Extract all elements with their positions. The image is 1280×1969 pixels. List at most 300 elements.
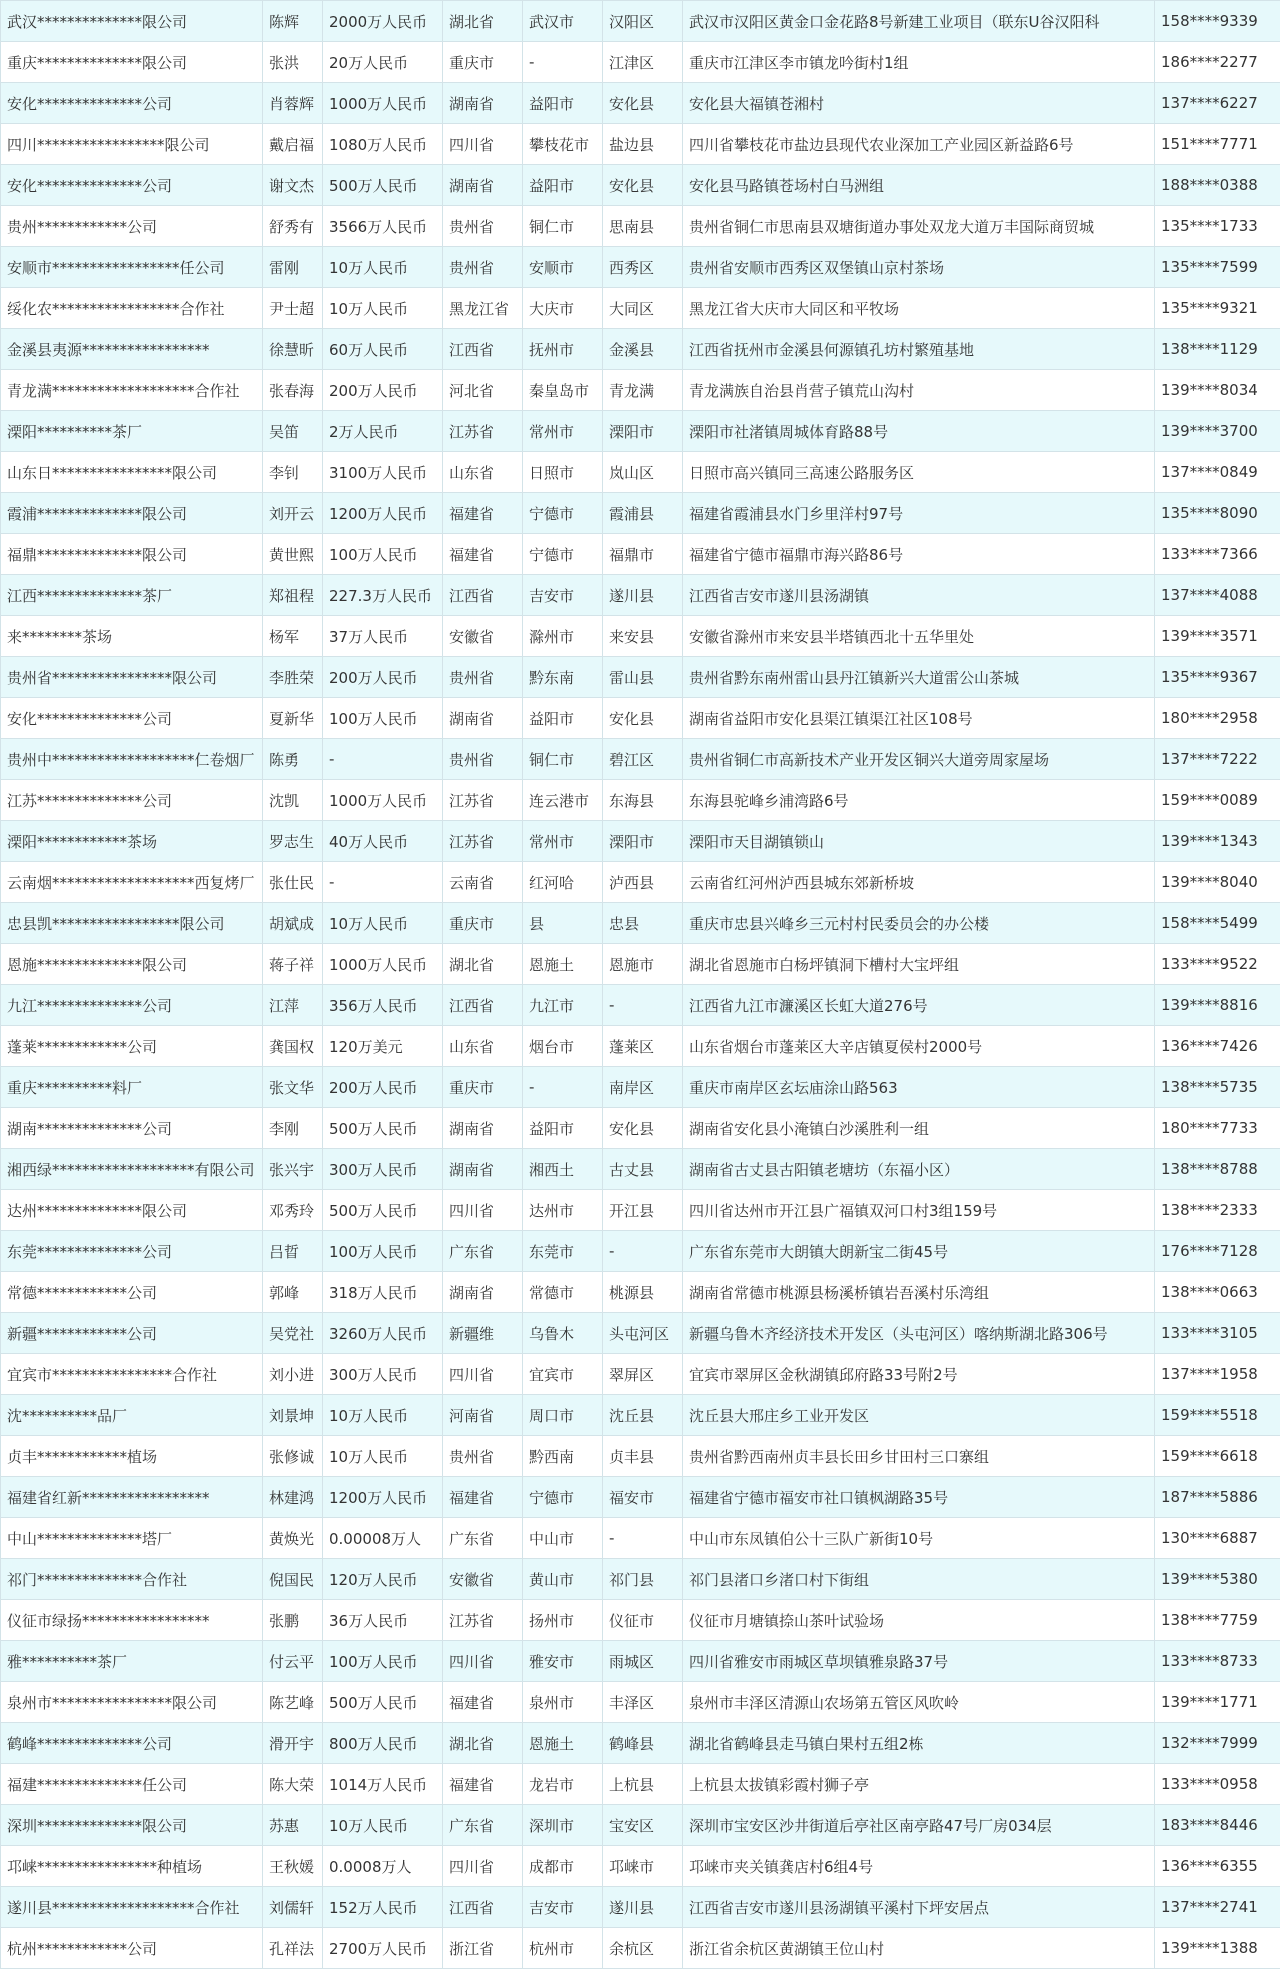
legal-person-cell: 郑祖程 — [263, 575, 323, 616]
address-cell: 江西省吉安市遂川县汤湖镇平溪村下坪安居点 — [683, 1887, 1155, 1928]
registered-capital-cell: 3566万人民币 — [323, 206, 443, 247]
registered-capital-cell: 500万人民币 — [323, 1682, 443, 1723]
district-cell: 霞浦县 — [603, 493, 683, 534]
city-cell: 益阳市 — [523, 165, 603, 206]
legal-person-cell: 肖蓉辉 — [263, 83, 323, 124]
registered-capital-cell: - — [323, 739, 443, 780]
address-cell: 仪征市月塘镇捺山茶叶试验场 — [683, 1600, 1155, 1641]
province-cell: 湖北省 — [443, 944, 523, 985]
table-row — [1, 1559, 1280, 1600]
city-cell: 宁德市 — [523, 493, 603, 534]
city-cell: 九江市 — [523, 985, 603, 1026]
district-cell: 鹤峰县 — [603, 1723, 683, 1764]
legal-person-cell: 张文华 — [263, 1067, 323, 1108]
phone-cell: 137****7222 — [1155, 739, 1280, 780]
district-cell: 古丈县 — [603, 1149, 683, 1190]
table-row — [1, 1477, 1280, 1518]
table-row — [1, 1928, 1280, 1969]
address-cell: 安化县大福镇苍湘村 — [683, 83, 1155, 124]
district-cell: 余杭区 — [603, 1928, 683, 1969]
province-cell: 山东省 — [443, 1026, 523, 1067]
province-cell: 江西省 — [443, 1887, 523, 1928]
phone-cell: 133****3105 — [1155, 1313, 1280, 1354]
table-row — [1, 1518, 1280, 1559]
company-name-cell: 霞浦**************限公司 — [1, 493, 263, 534]
district-cell: 祁门县 — [603, 1559, 683, 1600]
company-name-cell: 恩施**************限公司 — [1, 944, 263, 985]
district-cell: 盐边县 — [603, 124, 683, 165]
table-row — [1, 42, 1280, 83]
registered-capital-cell: 0.00008万人 — [323, 1518, 443, 1559]
registered-capital-cell: 1200万人民币 — [323, 493, 443, 534]
phone-cell: 151****7771 — [1155, 124, 1280, 165]
registered-capital-cell: 800万人民币 — [323, 1723, 443, 1764]
province-cell: 湖北省 — [443, 1723, 523, 1764]
city-cell: 益阳市 — [523, 1108, 603, 1149]
city-cell: 湘西土 — [523, 1149, 603, 1190]
phone-cell: 135****9321 — [1155, 288, 1280, 329]
company-name-cell: 贵州************公司 — [1, 206, 263, 247]
table-row — [1, 1887, 1280, 1928]
legal-person-cell: 倪国民 — [263, 1559, 323, 1600]
province-cell: 福建省 — [443, 493, 523, 534]
city-cell: 常州市 — [523, 411, 603, 452]
city-cell: 黔东南 — [523, 657, 603, 698]
company-name-cell: 邛崃****************种植场 — [1, 1846, 263, 1887]
company-name-cell: 杭州************公司 — [1, 1928, 263, 1969]
company-name-cell: 湖南**************公司 — [1, 1108, 263, 1149]
registered-capital-cell: 2万人民币 — [323, 411, 443, 452]
registered-capital-cell: 0.0008万人 — [323, 1846, 443, 1887]
district-cell: 安化县 — [603, 165, 683, 206]
table-row — [1, 1313, 1280, 1354]
legal-person-cell: 黄世熙 — [263, 534, 323, 575]
registered-capital-cell: 1000万人民币 — [323, 780, 443, 821]
district-cell: 东海县 — [603, 780, 683, 821]
city-cell: 宁德市 — [523, 534, 603, 575]
phone-cell: 176****7128 — [1155, 1231, 1280, 1272]
phone-cell: 137****1958 — [1155, 1354, 1280, 1395]
company-name-cell: 湘西绿*******************有限公司 — [1, 1149, 263, 1190]
legal-person-cell: 罗志生 — [263, 821, 323, 862]
table-row — [1, 780, 1280, 821]
address-cell: 湖南省常德市桃源县杨溪桥镇岩吾溪村乐湾组 — [683, 1272, 1155, 1313]
address-cell: 福建省宁德市福安市社口镇枫湖路35号 — [683, 1477, 1155, 1518]
registered-capital-cell: 3260万人民币 — [323, 1313, 443, 1354]
district-cell: - — [603, 985, 683, 1026]
legal-person-cell: 陈辉 — [263, 1, 323, 42]
city-cell: 中山市 — [523, 1518, 603, 1559]
province-cell: 浙江省 — [443, 1928, 523, 1969]
city-cell: 泉州市 — [523, 1682, 603, 1723]
city-cell: 益阳市 — [523, 698, 603, 739]
province-cell: 江西省 — [443, 329, 523, 370]
legal-person-cell: 刘开云 — [263, 493, 323, 534]
city-cell: 宜宾市 — [523, 1354, 603, 1395]
legal-person-cell: 吴党社 — [263, 1313, 323, 1354]
company-name-cell: 江苏**************公司 — [1, 780, 263, 821]
legal-person-cell: 江萍 — [263, 985, 323, 1026]
registered-capital-cell: 500万人民币 — [323, 1190, 443, 1231]
province-cell: 广东省 — [443, 1231, 523, 1272]
company-name-cell: 溧阳************茶场 — [1, 821, 263, 862]
city-cell: 雅安市 — [523, 1641, 603, 1682]
registered-capital-cell: 1000万人民币 — [323, 83, 443, 124]
company-name-cell: 达州**************限公司 — [1, 1190, 263, 1231]
province-cell: 重庆市 — [443, 1067, 523, 1108]
company-name-cell: 福建省红新***************** — [1, 1477, 263, 1518]
address-cell: 深圳市宝安区沙井街道后亭社区南亭路47号厂房034层 — [683, 1805, 1155, 1846]
province-cell: 山东省 — [443, 452, 523, 493]
registered-capital-cell: 500万人民币 — [323, 165, 443, 206]
table-row — [1, 124, 1280, 165]
address-cell: 日照市高兴镇同三高速公路服务区 — [683, 452, 1155, 493]
registered-capital-cell: 10万人民币 — [323, 1395, 443, 1436]
table-row — [1, 1190, 1280, 1231]
city-cell: 深圳市 — [523, 1805, 603, 1846]
table-row — [1, 247, 1280, 288]
district-cell: 江津区 — [603, 42, 683, 83]
phone-cell: 135****7599 — [1155, 247, 1280, 288]
address-cell: 湖南省安化县小淹镇白沙溪胜利一组 — [683, 1108, 1155, 1149]
legal-person-cell: 张仕民 — [263, 862, 323, 903]
address-cell: 福建省霞浦县水门乡里洋村97号 — [683, 493, 1155, 534]
district-cell: 开江县 — [603, 1190, 683, 1231]
legal-person-cell: 陈勇 — [263, 739, 323, 780]
province-cell: 湖北省 — [443, 1, 523, 42]
district-cell: 福鼎市 — [603, 534, 683, 575]
table-row — [1, 493, 1280, 534]
legal-person-cell: 陈大荣 — [263, 1764, 323, 1805]
city-cell: 东莞市 — [523, 1231, 603, 1272]
company-name-cell: 雅**********茶厂 — [1, 1641, 263, 1682]
company-name-cell: 蓬莱************公司 — [1, 1026, 263, 1067]
province-cell: 重庆市 — [443, 42, 523, 83]
phone-cell: 158****9339 — [1155, 1, 1280, 42]
city-cell: 攀枝花市 — [523, 124, 603, 165]
registered-capital-cell: 318万人民币 — [323, 1272, 443, 1313]
registered-capital-cell: 200万人民币 — [323, 370, 443, 411]
table-row — [1, 698, 1280, 739]
table-row — [1, 862, 1280, 903]
company-name-cell: 宜宾市****************合作社 — [1, 1354, 263, 1395]
phone-cell: 139****5380 — [1155, 1559, 1280, 1600]
company-name-cell: 深圳**************限公司 — [1, 1805, 263, 1846]
city-cell: - — [523, 1067, 603, 1108]
company-name-cell: 来********茶场 — [1, 616, 263, 657]
province-cell: 江苏省 — [443, 1600, 523, 1641]
legal-person-cell: 徐慧昕 — [263, 329, 323, 370]
phone-cell: 130****6887 — [1155, 1518, 1280, 1559]
company-name-cell: 贵州中*******************仁卷烟厂 — [1, 739, 263, 780]
address-cell: 湖南省古丈县古阳镇老塘坊（东福小区） — [683, 1149, 1155, 1190]
company-name-cell: 忠县凯*****************限公司 — [1, 903, 263, 944]
table-row — [1, 1108, 1280, 1149]
table-row — [1, 206, 1280, 247]
district-cell: 岚山区 — [603, 452, 683, 493]
district-cell: 雨城区 — [603, 1641, 683, 1682]
table-row — [1, 903, 1280, 944]
district-cell: 遂川县 — [603, 1887, 683, 1928]
registered-capital-cell: 100万人民币 — [323, 698, 443, 739]
legal-person-cell: 沈凯 — [263, 780, 323, 821]
table-row — [1, 534, 1280, 575]
phone-cell: 180****7733 — [1155, 1108, 1280, 1149]
district-cell: 头屯河区 — [603, 1313, 683, 1354]
legal-person-cell: 林建鸿 — [263, 1477, 323, 1518]
phone-cell: 132****7999 — [1155, 1723, 1280, 1764]
company-name-cell: 山东日****************限公司 — [1, 452, 263, 493]
table-row — [1, 1805, 1280, 1846]
address-cell: 沈丘县大邢庄乡工业开发区 — [683, 1395, 1155, 1436]
legal-person-cell: 王秋媛 — [263, 1846, 323, 1887]
legal-person-cell: 雷刚 — [263, 247, 323, 288]
legal-person-cell: 龚国权 — [263, 1026, 323, 1067]
district-cell: 沈丘县 — [603, 1395, 683, 1436]
phone-cell: 138****1129 — [1155, 329, 1280, 370]
company-name-cell: 安化**************公司 — [1, 165, 263, 206]
phone-cell: 180****2958 — [1155, 698, 1280, 739]
phone-cell: 133****8733 — [1155, 1641, 1280, 1682]
address-cell: 邛崃市夹关镇龚店村6组4号 — [683, 1846, 1155, 1887]
company-name-cell: 鹤峰**************公司 — [1, 1723, 263, 1764]
phone-cell: 136****7426 — [1155, 1026, 1280, 1067]
registered-capital-cell: 36万人民币 — [323, 1600, 443, 1641]
province-cell: 重庆市 — [443, 903, 523, 944]
table-row — [1, 739, 1280, 780]
phone-cell: 138****7759 — [1155, 1600, 1280, 1641]
province-cell: 贵州省 — [443, 247, 523, 288]
province-cell: 贵州省 — [443, 739, 523, 780]
registered-capital-cell: 356万人民币 — [323, 985, 443, 1026]
city-cell: - — [523, 42, 603, 83]
table-row — [1, 452, 1280, 493]
company-name-cell: 祁门**************合作社 — [1, 1559, 263, 1600]
city-cell: 秦皇岛市 — [523, 370, 603, 411]
phone-cell: 137****6227 — [1155, 83, 1280, 124]
district-cell: 来安县 — [603, 616, 683, 657]
province-cell: 湖南省 — [443, 83, 523, 124]
city-cell: 吉安市 — [523, 575, 603, 616]
district-cell: 西秀区 — [603, 247, 683, 288]
company-name-cell: 沈**********品厂 — [1, 1395, 263, 1436]
address-cell: 广东省东莞市大朗镇大朗新宝二街45号 — [683, 1231, 1155, 1272]
city-cell: 扬州市 — [523, 1600, 603, 1641]
city-cell: 黔西南 — [523, 1436, 603, 1477]
address-cell: 中山市东凤镇伯公十三队广新街10号 — [683, 1518, 1155, 1559]
company-name-cell: 四川*****************限公司 — [1, 124, 263, 165]
legal-person-cell: 滑开宇 — [263, 1723, 323, 1764]
phone-cell: 139****1343 — [1155, 821, 1280, 862]
province-cell: 安徽省 — [443, 616, 523, 657]
address-cell: 贵州省安顺市西秀区双堡镇山京村茶场 — [683, 247, 1155, 288]
registered-capital-cell: - — [323, 862, 443, 903]
city-cell: 抚州市 — [523, 329, 603, 370]
province-cell: 新疆维 — [443, 1313, 523, 1354]
company-name-cell: 新疆************公司 — [1, 1313, 263, 1354]
phone-cell: 138****5735 — [1155, 1067, 1280, 1108]
phone-cell: 183****8446 — [1155, 1805, 1280, 1846]
address-cell: 湖北省恩施市白杨坪镇洞下槽村大宝坪组 — [683, 944, 1155, 985]
city-cell: 连云港市 — [523, 780, 603, 821]
phone-cell: 139****8040 — [1155, 862, 1280, 903]
city-cell: 县 — [523, 903, 603, 944]
district-cell: 大同区 — [603, 288, 683, 329]
address-cell: 四川省攀枝花市盐边县现代农业深加工产业园区新益路6号 — [683, 124, 1155, 165]
district-cell: 溧阳市 — [603, 411, 683, 452]
company-name-cell: 泉州市****************限公司 — [1, 1682, 263, 1723]
table-row — [1, 83, 1280, 124]
province-cell: 贵州省 — [443, 206, 523, 247]
phone-cell: 139****8816 — [1155, 985, 1280, 1026]
legal-person-cell: 胡斌成 — [263, 903, 323, 944]
address-cell: 安化县马路镇苍场村白马洲组 — [683, 165, 1155, 206]
district-cell: 安化县 — [603, 698, 683, 739]
city-cell: 红河哈 — [523, 862, 603, 903]
address-cell: 江西省吉安市遂川县汤湖镇 — [683, 575, 1155, 616]
phone-cell: 133****7366 — [1155, 534, 1280, 575]
city-cell: 龙岩市 — [523, 1764, 603, 1805]
company-name-cell: 贞丰************植场 — [1, 1436, 263, 1477]
legal-person-cell: 郭峰 — [263, 1272, 323, 1313]
phone-cell: 135****9367 — [1155, 657, 1280, 698]
district-cell: 邛崃市 — [603, 1846, 683, 1887]
district-cell: 汉阳区 — [603, 1, 683, 42]
phone-cell: 135****8090 — [1155, 493, 1280, 534]
legal-person-cell: 张修诚 — [263, 1436, 323, 1477]
company-name-cell: 武汉**************限公司 — [1, 1, 263, 42]
address-cell: 湖北省鹤峰县走马镇白果村五组2栋 — [683, 1723, 1155, 1764]
district-cell: 雷山县 — [603, 657, 683, 698]
province-cell: 江苏省 — [443, 780, 523, 821]
legal-person-cell: 吕晢 — [263, 1231, 323, 1272]
phone-cell: 137****2741 — [1155, 1887, 1280, 1928]
address-cell: 泉州市丰泽区清源山农场第五管区风吹岭 — [683, 1682, 1155, 1723]
address-cell: 云南省红河州泸西县城东郊新桥坡 — [683, 862, 1155, 903]
district-cell: 上杭县 — [603, 1764, 683, 1805]
province-cell: 贵州省 — [443, 1436, 523, 1477]
registered-capital-cell: 227.3万人民币 — [323, 575, 443, 616]
address-cell: 浙江省余杭区黄湖镇王位山村 — [683, 1928, 1155, 1969]
phone-cell: 138****2333 — [1155, 1190, 1280, 1231]
address-cell: 宜宾市翠屏区金秋湖镇邱府路33号附2号 — [683, 1354, 1155, 1395]
legal-person-cell: 蒋子祥 — [263, 944, 323, 985]
province-cell: 四川省 — [443, 1354, 523, 1395]
company-name-cell: 云南烟*******************西复烤厂 — [1, 862, 263, 903]
table-row — [1, 985, 1280, 1026]
province-cell: 安徽省 — [443, 1559, 523, 1600]
city-cell: 烟台市 — [523, 1026, 603, 1067]
legal-person-cell: 张春海 — [263, 370, 323, 411]
company-name-cell: 安化**************公司 — [1, 83, 263, 124]
phone-cell: 186****2277 — [1155, 42, 1280, 83]
province-cell: 四川省 — [443, 1190, 523, 1231]
legal-person-cell: 李胜荣 — [263, 657, 323, 698]
city-cell: 乌鲁木 — [523, 1313, 603, 1354]
district-cell: 安化县 — [603, 83, 683, 124]
phone-cell: 137****0849 — [1155, 452, 1280, 493]
province-cell: 四川省 — [443, 1846, 523, 1887]
table-row — [1, 1846, 1280, 1887]
province-cell: 江苏省 — [443, 411, 523, 452]
phone-cell: 133****0958 — [1155, 1764, 1280, 1805]
city-cell: 常州市 — [523, 821, 603, 862]
city-cell: 益阳市 — [523, 83, 603, 124]
legal-person-cell: 苏惠 — [263, 1805, 323, 1846]
address-cell: 武汉市汉阳区黄金口金花路8号新建工业项目（联东U谷汉阳科 — [683, 1, 1155, 42]
province-cell: 四川省 — [443, 124, 523, 165]
legal-person-cell: 刘景坤 — [263, 1395, 323, 1436]
city-cell: 周口市 — [523, 1395, 603, 1436]
table-row — [1, 1764, 1280, 1805]
phone-cell: 159****6618 — [1155, 1436, 1280, 1477]
province-cell: 河南省 — [443, 1395, 523, 1436]
city-cell: 成都市 — [523, 1846, 603, 1887]
table-row — [1, 1682, 1280, 1723]
company-name-cell: 常德************公司 — [1, 1272, 263, 1313]
registered-capital-cell: 20万人民币 — [323, 42, 443, 83]
district-cell: 翠屏区 — [603, 1354, 683, 1395]
company-name-cell: 东莞**************公司 — [1, 1231, 263, 1272]
phone-cell: 159****5518 — [1155, 1395, 1280, 1436]
province-cell: 四川省 — [443, 1641, 523, 1682]
registered-capital-cell: 1014万人民币 — [323, 1764, 443, 1805]
district-cell: 泸西县 — [603, 862, 683, 903]
legal-person-cell: 孔祥法 — [263, 1928, 323, 1969]
district-cell: 遂川县 — [603, 575, 683, 616]
table-row — [1, 1395, 1280, 1436]
phone-cell: 139****8034 — [1155, 370, 1280, 411]
registered-capital-cell: 1200万人民币 — [323, 1477, 443, 1518]
address-cell: 重庆市江津区李市镇龙吟街村1组 — [683, 42, 1155, 83]
district-cell: 碧江区 — [603, 739, 683, 780]
phone-cell: 139****3571 — [1155, 616, 1280, 657]
company-name-cell: 仪征市绿扬***************** — [1, 1600, 263, 1641]
district-cell: 安化县 — [603, 1108, 683, 1149]
province-cell: 江西省 — [443, 985, 523, 1026]
phone-cell: 158****5499 — [1155, 903, 1280, 944]
address-cell: 湖南省益阳市安化县渠江镇渠江社区108号 — [683, 698, 1155, 739]
address-cell: 江西省九江市濂溪区长虹大道276号 — [683, 985, 1155, 1026]
company-name-cell: 重庆**************限公司 — [1, 42, 263, 83]
legal-person-cell: 戴启福 — [263, 124, 323, 165]
legal-person-cell: 黄焕光 — [263, 1518, 323, 1559]
legal-person-cell: 李钊 — [263, 452, 323, 493]
address-cell: 四川省雅安市雨城区草坝镇雅泉路37号 — [683, 1641, 1155, 1682]
phone-cell: 137****4088 — [1155, 575, 1280, 616]
registered-capital-cell: 10万人民币 — [323, 288, 443, 329]
registered-capital-cell: 1000万人民币 — [323, 944, 443, 985]
province-cell: 江西省 — [443, 575, 523, 616]
legal-person-cell: 谢文杰 — [263, 165, 323, 206]
district-cell: - — [603, 1518, 683, 1559]
table-row — [1, 288, 1280, 329]
company-name-cell: 福建**************任公司 — [1, 1764, 263, 1805]
table-row — [1, 1067, 1280, 1108]
city-cell: 安顺市 — [523, 247, 603, 288]
phone-cell: 139****1388 — [1155, 1928, 1280, 1969]
registered-capital-cell: 200万人民币 — [323, 1067, 443, 1108]
city-cell: 武汉市 — [523, 1, 603, 42]
city-cell: 铜仁市 — [523, 739, 603, 780]
district-cell: 福安市 — [603, 1477, 683, 1518]
province-cell: 福建省 — [443, 1477, 523, 1518]
registered-capital-cell: 1080万人民币 — [323, 124, 443, 165]
province-cell: 广东省 — [443, 1518, 523, 1559]
phone-cell: 136****6355 — [1155, 1846, 1280, 1887]
legal-person-cell: 张鹏 — [263, 1600, 323, 1641]
table-row — [1, 821, 1280, 862]
